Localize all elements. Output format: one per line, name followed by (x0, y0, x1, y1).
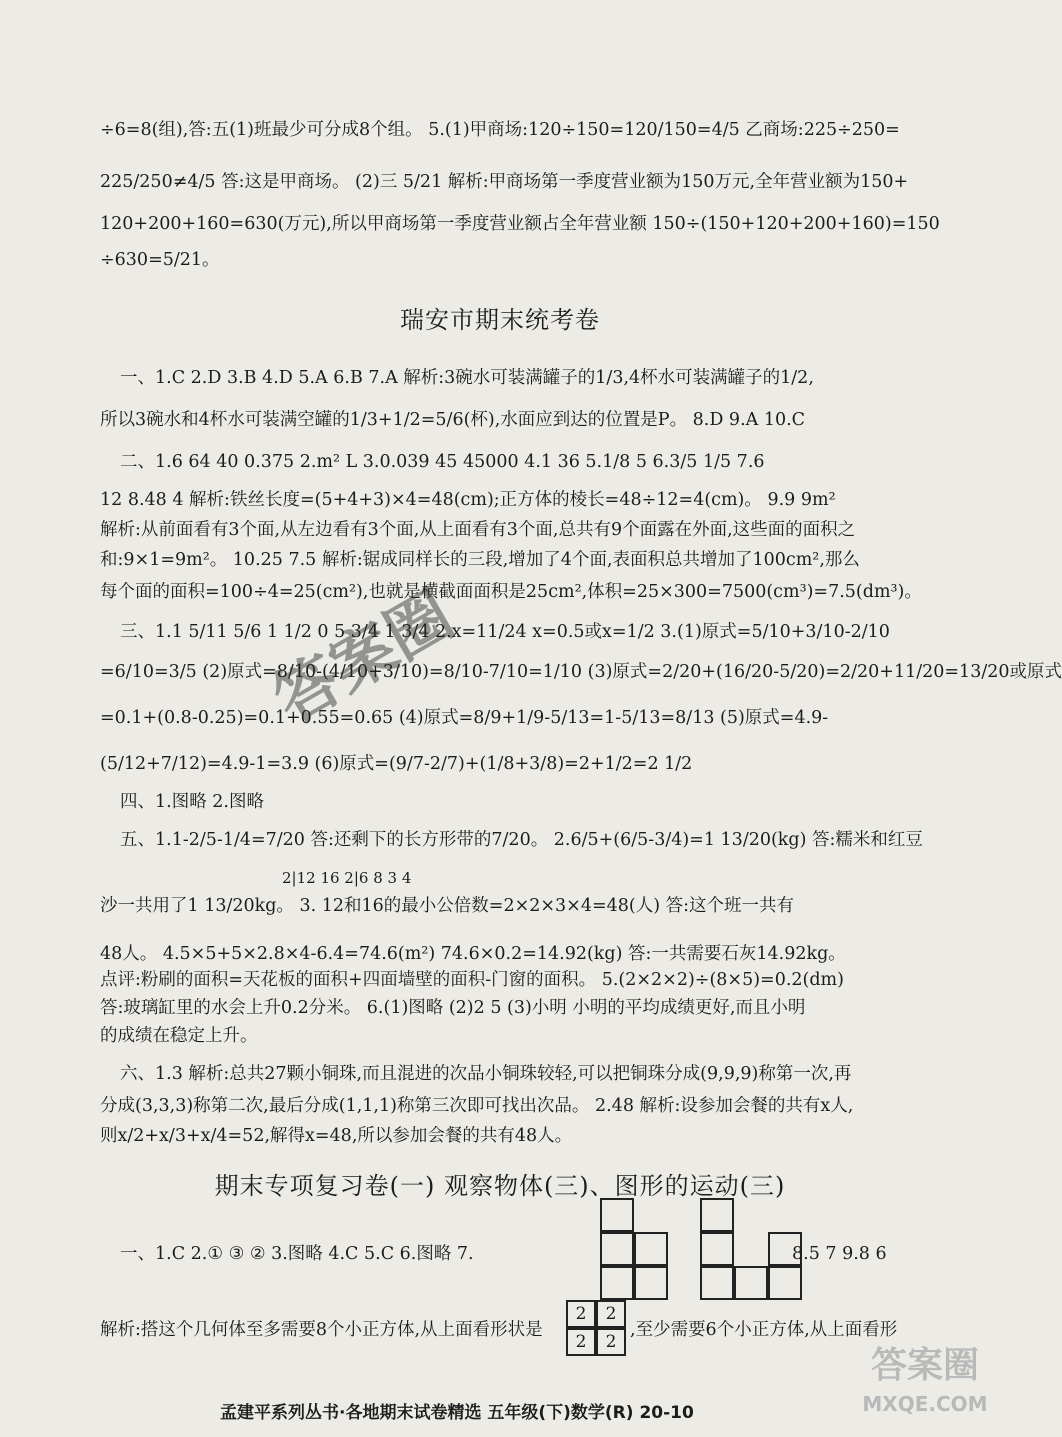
text-line: 8.5 7 9.8 6 (792, 1244, 887, 1264)
stamp-watermark: 答案圈 (262, 578, 466, 739)
text-line: 所以3碗水和4杯水可装满空罐的1/3+1/2=5/6(杯),水面应到达的位置是P。 8.D 9.A 10.C (100, 410, 806, 430)
text-line: 一、1.C 2.D 3.B 4.D 5.A 6.B 7.A 解析:3碗水可装满罐子的1/3,4杯水可装满罐子的1/2, (120, 368, 814, 388)
text-line: 沙一共用了1 13/20kg。 3. 12和16的最小公倍数=2×2×3×4=48(人) 答:这个班一共有 (100, 896, 795, 916)
text-line: 答:玻璃缸里的水会上升0.2分米。 6.(1)图略 (2)2 5 (3)小明 小明的平均成绩更好,而且小明 (100, 998, 806, 1018)
text-line: =0.1+(0.8-0.25)=0.1+0.55=0.65 (4)原式=8/9+1/9-5/13=1-5/13=8/13 (5)原式=4.9- (100, 708, 829, 728)
text-line: 120+200+160=630(万元),所以甲商场第一季度营业额占全年营业额 150÷(150+120+200+160)=150 (100, 214, 940, 234)
text-line: 三、1.1 5/11 5/6 1 1/2 0 5 3/4 1 3/4 2.x=11/24 x=0.5或x=1/2 3.(1)原式=5/10+3/10-2/10 (120, 622, 890, 642)
text-line: ,至少需要6个小正方体,从上面看形 (630, 1320, 898, 1340)
text-line: 则x/2+x/3+x/4=52,解得x=48,所以参加会餐的共有48人。 (100, 1126, 573, 1146)
text-line: 四、1.图略 2.图略 (120, 792, 264, 812)
text-line: (5/12+7/12)=4.9-1=3.9 (6)原式=(9/7-2/7)+(1/8+3/8)=2+1/2=2 1/2 (100, 754, 693, 774)
top-view-cell: 2 (566, 1328, 596, 1356)
top-view-cell: 2 (566, 1300, 596, 1328)
page-footer: 孟建平系列丛书·各地期末试卷精选 五年级(下)数学(R) 20-10 (220, 1403, 694, 1423)
text-line: 48人。 4.5×5+5×2.8×4-6.4=74.6(m²) 74.6×0.2=14.92(kg) 答:一共需要石灰14.92kg。 (100, 944, 846, 964)
text-line: ÷630=5/21。 (100, 250, 220, 270)
text-line: 五、1.1-2/5-1/4=7/20 答:还剩下的长方形带的7/20。 2.6/5+(6/5-3/4)=1 13/20(kg) 答:糯米和红豆 (120, 830, 923, 850)
top-view-cell: 2 (596, 1300, 626, 1328)
section-title: 期末专项复习卷(一) 观察物体(三)、图形的运动(三) (214, 1172, 786, 1200)
logo-name: 答案圈 (870, 1345, 979, 1386)
top-view-cell: 2 (596, 1328, 626, 1356)
text-line: 点评:粉刷的面积=天花板的面积+四面墙壁的面积-门窗的面积。 5.(2×2×2)÷(8×5)=0.2(dm) (100, 970, 844, 990)
text-line: 解析:搭这个几何体至多需要8个小正方体,从上面看形状是 (100, 1320, 543, 1340)
text-line: 二、1.6 64 40 0.375 2.m² L 3.0.039 45 45000 4.1 36 5.1/8 5 6.3/5 1/5 7.6 (120, 452, 765, 472)
text-line: 每个面的面积=100÷4=25(cm²),也就是横截面面积是25cm²,体积=25×300=7500(cm³)=7.5(dm³)。 (100, 582, 922, 602)
text-line: 和:9×1=9m²。 10.25 7.5 解析:锯成同样长的三段,增加了4个面,表面积总共增加了100cm²,那么 (100, 550, 860, 570)
text-line: ÷6=8(组),答:五(1)班最少可分成8个组。 5.(1)甲商场:120÷150=120/150=4/5 乙商场:225÷250= (100, 120, 900, 140)
division-ladder: 2|12 16 2|6 8 3 4 (282, 869, 412, 887)
section-title: 瑞安市期末统考卷 (400, 306, 600, 334)
text-line: 六、1.3 解析:总共27颗小铜珠,而且混进的次品小铜珠较轻,可以把铜珠分成(9,9,9)称第一次,再 (120, 1064, 852, 1084)
text-line: 分成(3,3,3)称第二次,最后分成(1,1,1)称第三次即可找出次品。 2.48 解析:设参加会餐的共有x人, (100, 1096, 854, 1116)
text-line: 解析:从前面看有3个面,从左边看有3个面,从上面看有3个面,总共有9个面露在外面,这些面的面积之 (100, 520, 856, 540)
text-line: 一、1.C 2.① ③ ② 3.图略 4.C 5.C 6.图略 7. (120, 1244, 474, 1264)
view-figure-side (700, 1198, 800, 1300)
logo-url: MXQE.COM (862, 1392, 988, 1416)
text-line: 225/250≠4/5 答:这是甲商场。 (2)三 5/21 解析:甲商场第一季度营业额为150万元,全年营业额为150+ (100, 172, 909, 192)
text-line: 的成绩在稳定上升。 (100, 1026, 258, 1046)
site-logo (860, 1340, 990, 1430)
text-line: 12 8.48 4 解析:铁丝长度=(5+4+3)×4=48(cm);正方体的棱长=48÷12=4(cm)。 9.9 9m² (100, 490, 836, 510)
text-line: =6/10=3/5 (2)原式=8/10-(4/10+3/10)=8/10-7/10=1/10 (3)原式=2/20+(16/20-5/20)=2/20+11/20=13/20或原式 (100, 662, 1062, 682)
